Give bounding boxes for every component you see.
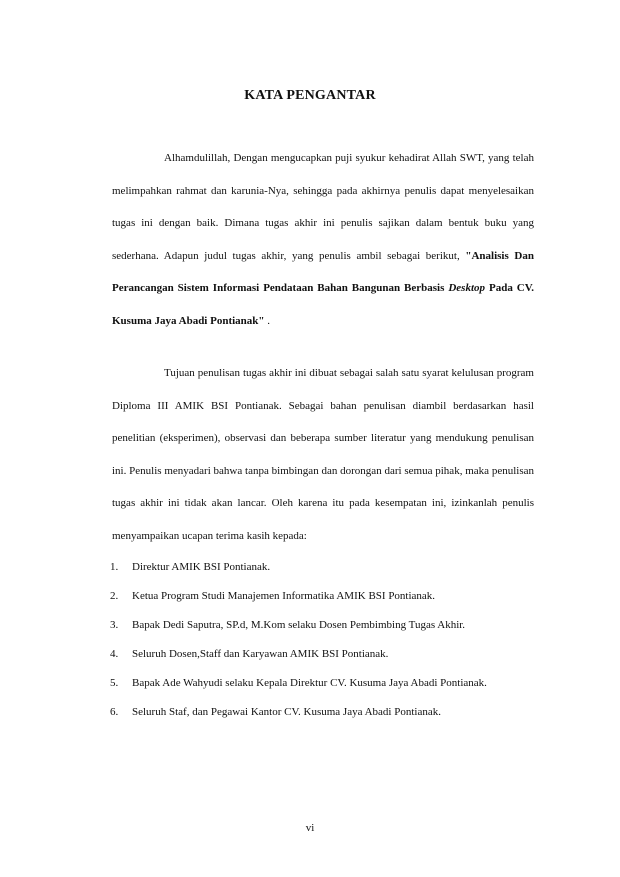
list-item-text: Bapak Dedi Saputra, SP.d, M.Kom selaku Dosen Pembimbing Tugas Akhir. (132, 619, 466, 631)
list-item-text: Direktur AMIK BSI Pontianak. (132, 561, 271, 573)
list-item (110, 611, 534, 640)
list-item-number: 6. (110, 706, 119, 718)
list-item-text: Seluruh Staf, dan Pegawai Kantor CV. Kusuma Jaya Abadi Pontianak. (132, 706, 441, 718)
thesis-title-part2: Pada CV. Kusuma Jaya Abadi Pontianak" (112, 282, 534, 327)
paragraph-intro (112, 142, 534, 337)
list-item-number: 1. (110, 561, 119, 573)
paragraph-purpose (112, 357, 534, 552)
paragraph-intro-end: . (264, 314, 271, 327)
thesis-title-part1: "Analisis Dan Perancangan Sistem Informasi Pendataan Bahan Bangunan Berbasis (112, 249, 534, 294)
list-item (110, 640, 534, 669)
page-number: vi (305, 822, 315, 834)
thanks-list (110, 553, 534, 727)
list-item-text: Ketua Program Studi Manajemen Informatika AMIK BSI Pontianak. (132, 590, 436, 602)
list-item (110, 669, 534, 698)
list-item-number: 2. (110, 590, 119, 602)
list-item-text: Seluruh Dosen,Staff dan Karyawan AMIK BSI Pontianak. (132, 648, 389, 660)
list-item-number: 5. (110, 677, 119, 689)
page-title: KATA PENGANTAR (244, 88, 376, 103)
paragraph-purpose-text: Tujuan penulisan tugas akhir ini dibuat sebagai salah satu syarat kelulusan program Diploma III AMIK BSI Pontianak. Sebagai bahan penulisan diambil berdasarkan hasil penelitian (eksperimen), observasi dan beberapa sumber literatur yang mendukung penulisan ini. Penulis menyadari bahwa tanpa bimbingan dan dorongan dari semua pihak, maka penulisan tugas akhir ini tidak akan lancar. Oleh karena itu pada kesempatan ini, izinkanlah penulis menyampaikan ucapan terima kasih kepada: (112, 367, 534, 542)
list-item-text: Bapak Ade Wahyudi selaku Kepala Direktur CV. Kusuma Jaya Abadi Pontianak. (132, 677, 487, 689)
list-item (110, 582, 534, 611)
list-item-number: 4. (110, 648, 119, 660)
thesis-title-italic: Desktop (448, 282, 486, 294)
paragraph-intro-text: Alhamdulillah, Dengan mengucapkan puji syukur kehadirat Allah SWT, yang telah melimpahkan rahmat dan karunia-Nya, sehingga pada akhirnya penulis dapat menyelesaikan tugas ini dengan baik. Dimana tugas akhir ini penulis sajikan dalam bentuk buku yang sederhana. Adapun judul tugas akhir, yang penulis ambil sebagai berikut, (112, 152, 534, 262)
list-item (110, 698, 534, 727)
list-item (110, 553, 534, 582)
list-item-number: 3. (110, 619, 119, 631)
